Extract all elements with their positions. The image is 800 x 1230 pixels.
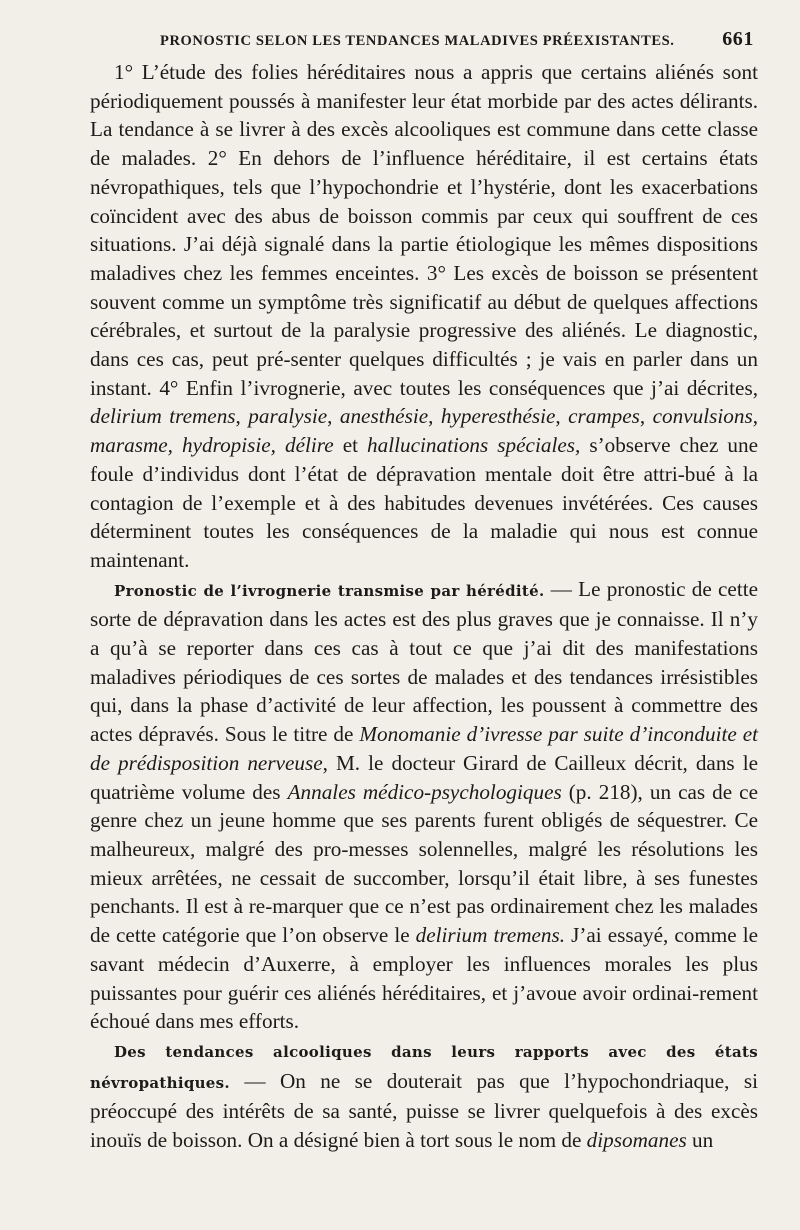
paragraph-causes — [90, 58, 758, 575]
text-run: , — [752, 404, 758, 429]
text-run: et — [333, 433, 368, 458]
body-text — [90, 58, 758, 1155]
text-run: — On ne se douterait pas que l’hypochondriaque, si préoccupé des intérêts de sa santé, puisse se livrer quelquefois à des excès inouïs de boisson. On a désigné bien à tort sous le nom de — [90, 1068, 758, 1153]
running-title: PRONOSTIC SELON LES TENDANCES MALADIVES PRÉEXISTANTES. — [160, 33, 675, 49]
italic-term: convulsions — [652, 404, 753, 429]
text-run: , — [235, 404, 249, 429]
italic-term: delirium tremens. — [415, 923, 566, 948]
text-run: , — [428, 404, 441, 429]
italic-term: hyperesthésie — [440, 404, 556, 429]
italic-term: Monomanie d’ivresse par suite d’inconduite et de prédisposition nerveuse — [90, 722, 759, 775]
italic-term: Annales médico-psychologiques — [287, 779, 562, 804]
text-run: s’observe chez une foule d’individus dont l’état de dépravation mentale doit être attri-bué à la contagion de l’exemple et à des habitudes devenues invétérées. Ces causes déterminent toutes les conséquences de la maladie qui nous est connue maintenant. — [90, 433, 758, 572]
text-run: , M. le docteur Girard de Cailleux décrit, dans le quatrième volume des — [90, 750, 758, 804]
italic-term: delirium tremens — [90, 404, 236, 429]
section-heading: Pronostic de l’ivrognerie transmise par hérédité. — [114, 581, 545, 600]
italic-term: anesthésie — [339, 404, 429, 429]
text-run: 1° L’étude des folies héréditaires nous a appris que certains aliénés sont périodiquement poussés à manifester leur état morbide par des actes délirants. La tendance à se livrer à des excès alcooliques est commune dans cette classe de malades. 2° En dehors de l’influence héréditaire, il est certains états névropathiques, tels que l’hypochondrie et l’hystérie, dont les exacerbations coïncident avec des abus de boisson commis par ceux qui souffrent de ces situations. J’ai déjà signalé dans la partie étiologique les mêmes dispositions maladives chez les femmes enceintes. 3° Les excès de boisson se présentent souvent comme un symptôme très significatif au début de quelques affections cérébrales, et surtout de la paralysie progressive des aliénés. Le diagnostic, dans ces cas, peut pré-senter quelques difficultés ; je vais en parler dans un instant. 4° Enfin l’ivrognerie, avec toutes les conséquences que j’ai décrites, — [90, 60, 758, 400]
text-run: (p. 218), un cas de ce genre chez un jeune homme que ses parents furent obligés de séquestrer. Ce malheureux, malgré des pro-messes solennelles, malgré les résolutions les mieux arrêtées, ne cessait de succomber, lorsqu’il était libre, à ses funestes penchants. Il est à re-marquer que ce n’est pas ordinairement chez les malades de cette catégorie que l’on observe le — [90, 779, 758, 948]
text-run: — Le pronostic de cette sorte de dépravation dans les actes est des plus graves que je connaisse. Il n’y a qu’à se reporter dans ces cas à tout ce que j’ai dit des manifestations maladives périodiques de ces sortes de malades et des tendances irrésistibles qui, dans la phase d’activité de leur affection, les poussent à commettre des actes dépravés. Sous le titre de — [90, 576, 758, 747]
text-run: , — [639, 404, 653, 429]
section-heading: Des tendances alcooliques dans leurs rapports avec des états névropathiques. — [90, 1042, 758, 1092]
italic-term: paralysie — [248, 404, 328, 429]
text-run: un — [686, 1128, 714, 1153]
italic-term: marasme, hydropisie, délire — [90, 433, 334, 458]
text-run: , — [327, 404, 340, 429]
page-number: 661 — [722, 28, 754, 50]
italic-term: hallucinations spéciales, — [367, 433, 581, 458]
italic-term: crampes — [568, 404, 640, 429]
italic-term: dipsomanes — [586, 1128, 687, 1153]
section-neuropathic — [90, 1036, 758, 1155]
section-heredity — [90, 575, 758, 1036]
text-run: J’ai essayé, comme le savant médecin d’Auxerre, à employer les influences morales les plus puissantes pour guérir ces aliénés héréditaires, et j’avoue avoir ordinai-rement échoué dans mes efforts. — [90, 923, 758, 1034]
text-run: , — [555, 404, 569, 429]
